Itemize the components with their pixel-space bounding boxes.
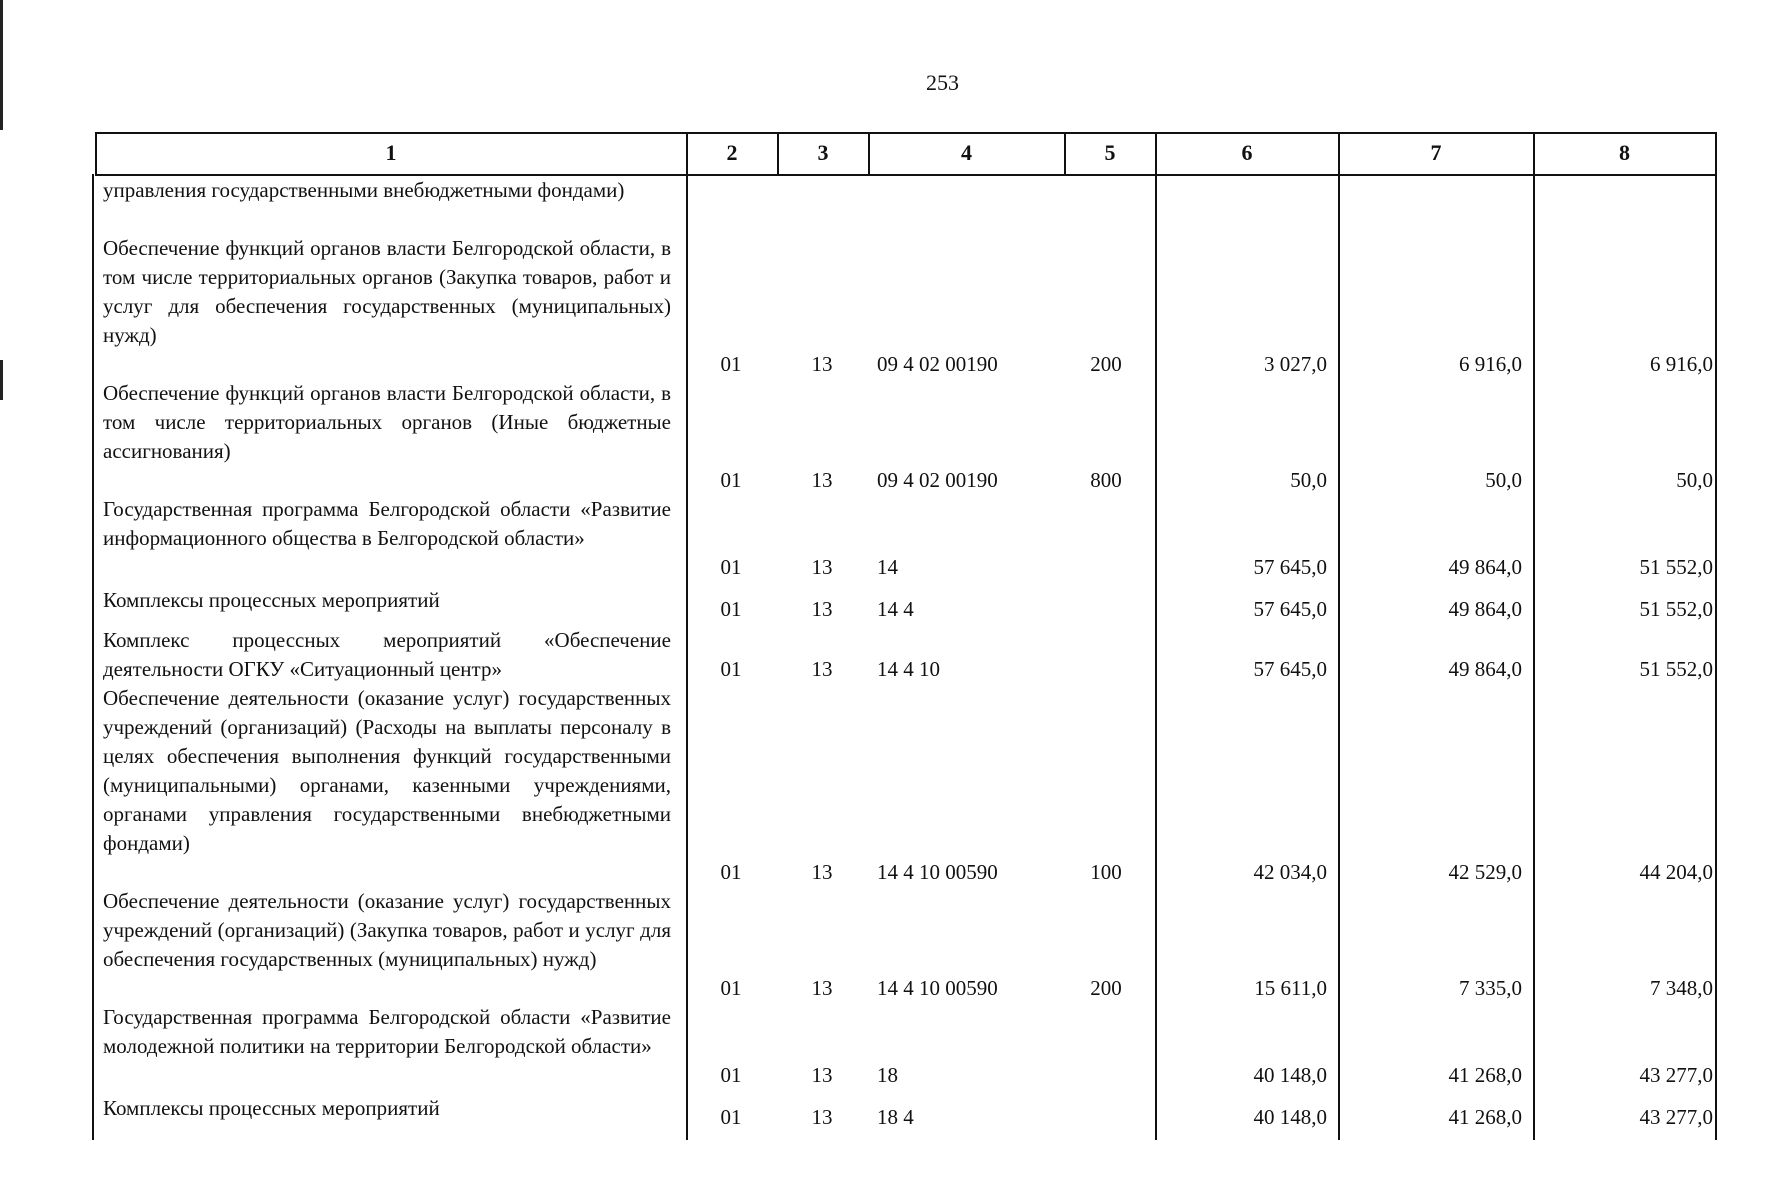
expense-type-code: [1060, 595, 1152, 624]
amount-col-8: 7 348,0: [1650, 976, 1713, 1000]
table-row: [0, 234, 1773, 379]
amount-col-7: 42 529,0: [1448, 860, 1522, 884]
expense-type-code: 100: [1090, 860, 1122, 884]
target-article-code: 14 4 10 00590: [877, 976, 998, 1000]
expense-type-code: 800: [1090, 468, 1122, 492]
amount-col-6: 57 645,0: [1253, 597, 1327, 621]
column-header: 5: [1104, 140, 1116, 165]
amount-col-7: 49 864,0: [1448, 555, 1522, 579]
amount-col-6: 40 148,0: [1253, 1063, 1327, 1087]
column-header: 3: [817, 140, 829, 165]
amount-col-6: 50,0: [1290, 468, 1327, 492]
table-row: [0, 1098, 1773, 1132]
section-code: 01: [720, 352, 742, 376]
amount-col-6: 15 611,0: [1254, 976, 1327, 1000]
subsection-code: 13: [811, 860, 833, 884]
column-header: 6: [1241, 140, 1253, 165]
target-article-code: 09 4 02 00190: [877, 352, 998, 376]
subsection-code: 13: [811, 1105, 833, 1129]
row-description: Комплекс процессных мероприятий «Обеспечение деятельности ОГКУ «Ситуационный центр»: [103, 628, 671, 681]
expense-type-code: 200: [1090, 976, 1122, 1000]
amount-col-8: 44 204,0: [1639, 860, 1713, 884]
target-article-code: 14 4: [877, 597, 914, 621]
column-header: 8: [1619, 140, 1630, 165]
amount-col-7: 7 335,0: [1459, 976, 1522, 1000]
amount-col-6: 42 034,0: [1253, 860, 1327, 884]
target-article-code: 18 4: [877, 1105, 914, 1129]
target-article-code: 14 4 10 00590: [877, 860, 998, 884]
section-code: 01: [720, 1063, 742, 1087]
expense-type-code: [1060, 1061, 1152, 1090]
target-article-code: 18: [877, 1063, 898, 1087]
table-row: [0, 590, 1773, 624]
section-code: 01: [720, 976, 742, 1000]
subsection-code: 13: [811, 597, 833, 621]
subsection-code: 13: [811, 976, 833, 1000]
amount-col-7: 41 268,0: [1448, 1105, 1522, 1129]
amount-col-8: 43 277,0: [1639, 1063, 1713, 1087]
amount-col-8: 43 277,0: [1639, 1105, 1713, 1129]
amount-col-8: 51 552,0: [1639, 555, 1713, 579]
table-row: [0, 887, 1773, 1003]
expense-type-code: [1060, 553, 1152, 582]
amount-col-7: 50,0: [1485, 468, 1522, 492]
section-code: 01: [720, 1105, 742, 1129]
row-description: Комплексы процессных мероприятий: [103, 588, 440, 612]
table-row: [0, 495, 1773, 582]
section-code: 01: [720, 597, 742, 621]
table-row: [0, 176, 1773, 234]
amount-col-8: 6 916,0: [1650, 352, 1713, 376]
row-description: управления государственными внебюджетными фондами): [103, 178, 625, 202]
target-article-code: 09 4 02 00190: [877, 468, 998, 492]
expense-type-code: 200: [1090, 352, 1122, 376]
amount-col-7: 49 864,0: [1448, 597, 1522, 621]
expense-type-code: [1060, 655, 1152, 684]
table-row: [0, 684, 1773, 887]
column-header: 1: [385, 140, 397, 165]
amount-col-6: 3 027,0: [1264, 352, 1327, 376]
section-code: 01: [720, 555, 742, 579]
subsection-code: 13: [811, 352, 833, 376]
amount-col-7: 41 268,0: [1448, 1063, 1522, 1087]
row-description: Обеспечение функций органов власти Белгородской области, в том числе территориальных органов (Закупка товаров, работ и услуг для обеспечения государственных (муниципальных) нужд): [103, 236, 671, 347]
section-code: 01: [720, 468, 742, 492]
row-description: Обеспечение деятельности (оказание услуг) государственных учреждений (организаций) (Закупка товаров, работ и услуг для обеспечения государственных (муниципальных) нужд): [103, 889, 671, 971]
column-header: 2: [726, 140, 738, 165]
page-number: 253: [926, 70, 959, 95]
amount-col-8: 50,0: [1676, 468, 1713, 492]
section-code: 01: [720, 657, 742, 681]
row-description: Комплексы процессных мероприятий: [103, 1096, 440, 1120]
amount-col-8: 51 552,0: [1639, 597, 1713, 621]
subsection-code: 13: [811, 468, 833, 492]
amount-col-6: 57 645,0: [1253, 657, 1327, 681]
amount-col-8: 51 552,0: [1639, 657, 1713, 681]
subsection-code: 13: [811, 1063, 833, 1087]
column-header: 7: [1430, 140, 1442, 165]
amount-col-7: 49 864,0: [1448, 657, 1522, 681]
target-article-code: 14 4 10: [877, 657, 940, 681]
table-row: [0, 379, 1773, 495]
amount-col-6: 57 645,0: [1253, 555, 1327, 579]
target-article-code: 14: [877, 555, 898, 579]
section-code: 01: [720, 860, 742, 884]
row-description: Государственная программа Белгородской области «Развитие молодежной политики на территории Белгородской области»: [103, 1005, 671, 1058]
row-description: Государственная программа Белгородской области «Развитие информационного общества в Белгородской области»: [103, 497, 671, 550]
expense-type-code: [1060, 1103, 1152, 1132]
subsection-code: 13: [811, 657, 833, 681]
subsection-code: 13: [811, 555, 833, 579]
table-row: [0, 1003, 1773, 1090]
row-description: Обеспечение функций органов власти Белгородской области, в том числе территориальных органов (Иные бюджетные ассигнования): [103, 381, 671, 463]
table-row: [0, 626, 1773, 684]
column-header: 4: [961, 140, 972, 165]
amount-col-6: 40 148,0: [1253, 1105, 1327, 1129]
row-description: Обеспечение деятельности (оказание услуг) государственных учреждений (организаций) (Расходы на выплаты персоналу в целях обеспечения выполнения функций государственными (муниципальными) органами, казенными учреждениями, органами управления государственными внебюджетными фондами): [103, 686, 671, 855]
amount-col-7: 6 916,0: [1459, 352, 1522, 376]
